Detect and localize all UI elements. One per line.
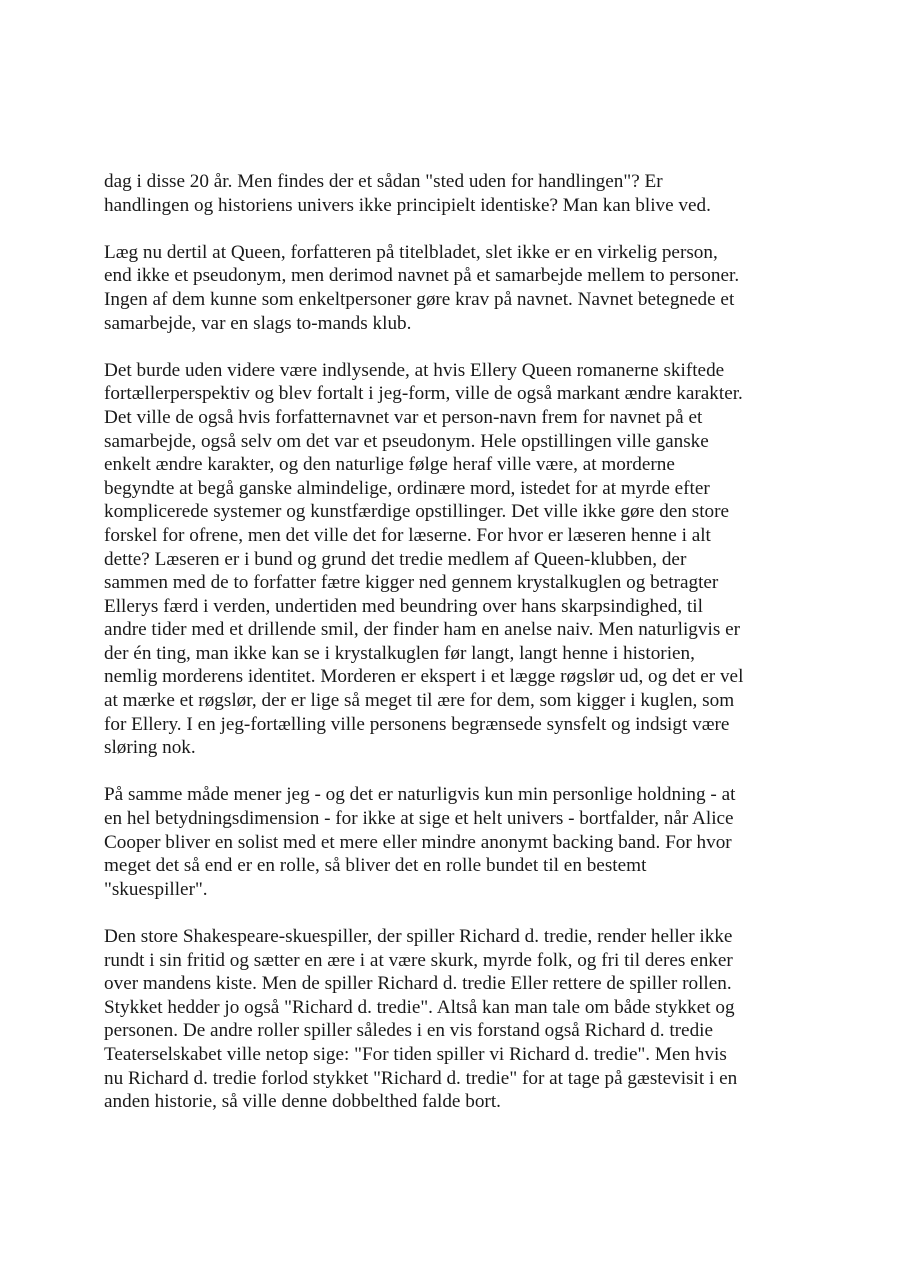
text-line: samarbejde, også selv om det var et pseudonym. Hele opstillingen ville ganske (104, 430, 709, 452)
paragraph (104, 170, 804, 217)
text-line: "skuespiller". (104, 878, 208, 900)
text-line: komplicerede systemer og kunstfærdige opstillinger. Det ville ikke gøre den store (104, 501, 730, 523)
text-line: forskel for ofrene, men det ville det for læserne. For hvor er læseren henne i alt (104, 524, 711, 546)
text-line: Den store Shakespeare-skuespiller, der spiller Richard d. tredie, render heller ikke (104, 926, 733, 947)
paragraph (104, 783, 804, 901)
text-line: begyndte at begå ganske almindelige, ordinære mord, istedet for at myrde efter (104, 477, 710, 499)
text-line: dette? Læseren er i bund og grund det tredie medlem af Queen-klubben, der (104, 548, 687, 570)
text-line: anden historie, så ville denne dobbelthed falde bort. (104, 1091, 501, 1113)
text-line: at mærke et røgslør, der er lige så meget til ære for dem, som kigger i kuglen, som (104, 690, 735, 712)
text-line: Det burde uden videre være indlysende, at hvis Ellery Queen romanerne skiftede (104, 359, 725, 381)
text-line: Ingen af dem kunne som enkeltpersoner gøre krav på navnet. Navnet betegnede et (104, 288, 735, 310)
text-line: meget det så end er en rolle, så bliver det en rolle bundet til en bestemt (104, 855, 647, 877)
text-line: Det ville de også hvis forfatternavnet var et person-navn frem for navnet på et (104, 406, 703, 428)
paragraph (104, 241, 804, 335)
text-line: Ellerys færd i verden, undertiden med beundring over hans skarpsindighed, til (104, 595, 703, 617)
text-line: en hel betydningsdimension - for ikke at sige et helt univers - bortfalder, når Alice (104, 808, 734, 830)
text-line: rundt i sin fritid og sætter en ære i at være skurk, myrde folk, og fri til deres enker (104, 949, 733, 971)
text-line: andre tider med et drillende smil, der finder ham en anelse naiv. Men naturligvis er (104, 619, 740, 641)
text-line: der én ting, man ikke kan se i krystalkuglen før langt, langt henne i historien, (104, 642, 695, 664)
text-line: Læg nu dertil at Queen, forfatteren på titelbladet, slet ikke er en virkelig person, (104, 241, 718, 263)
text-line: sløring nok. (104, 737, 196, 759)
text-line: nu Richard d. tredie forlod stykket "Richard d. tredie" for at tage på gæstevisit i en (104, 1067, 738, 1089)
text-line: nemlig morderens identitet. Morderen er ekspert i et lægge røgslør ud, og det er vel (104, 666, 744, 688)
text-line: for Ellery. I en jeg-fortælling ville personens begrænsede synsfelt og indsigt være (104, 713, 730, 735)
text-line: Teaterselskabet ville netop sige: "For tiden spiller vi Richard d. tredie". Men hvis (104, 1043, 727, 1065)
text-line: over mandens kiste. Men de spiller Richard d. tredie Eller rettere de spiller rollen. (104, 973, 732, 995)
text-line: dag i disse 20 år. Men findes der et sådan "sted uden for handlingen"? Er (104, 171, 663, 192)
text-line: samarbejde, var en slags to-mands klub. (104, 312, 412, 334)
text-line: Stykket hedder jo også "Richard d. tredie". Altså kan man tale om både stykket og (104, 996, 735, 1018)
text-line: handlingen og historiens univers ikke principielt identiske? Man kan blive ved. (104, 194, 711, 216)
document-body (104, 170, 804, 1137)
text-line: enkelt ændre karakter, og den naturlige følge heraf ville være, at morderne (104, 454, 675, 476)
text-line: end ikke et pseudonym, men derimod navnet på et samarbejde mellem to personer. (104, 265, 740, 287)
paragraph (104, 359, 804, 760)
paragraph (104, 925, 804, 1114)
text-line: fortællerperspektiv og blev fortalt i jeg-form, ville de også markant ændre karakter. (104, 383, 743, 405)
text-line: personen. De andre roller spiller således i en vis forstand også Richard d. tredie (104, 1020, 714, 1042)
text-line: Cooper bliver en solist med et mere eller mindre anonymt backing band. For hvor (104, 831, 732, 853)
text-line: sammen med de to forfatter fætre kigger ned gennem krystalkuglen og betragter (104, 572, 719, 594)
text-line: På samme måde mener jeg - og det er naturligvis kun min personlige holdning - at (104, 784, 736, 806)
